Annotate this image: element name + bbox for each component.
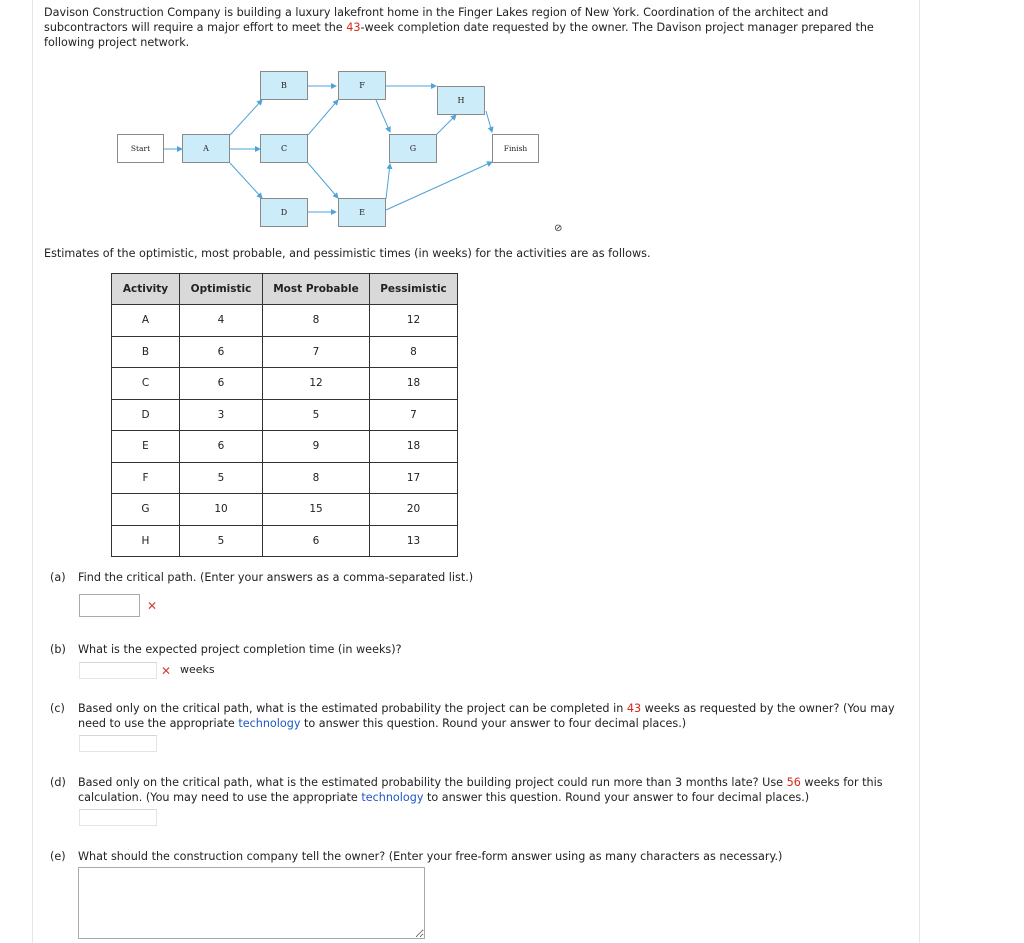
cell-optimistic: 6	[180, 431, 263, 463]
question-b-label: (b)	[50, 643, 66, 656]
cell-optimistic: 4	[180, 305, 263, 337]
arrow-c-e	[308, 163, 338, 198]
estimates-text: Estimates of the optimistic, most probable, and pessimistic times (in weeks) for the activities are as follows.	[44, 247, 651, 260]
question-c-text: Based only on the critical path, what is the estimated probability the project can be completed in 43 weeks as requested by the owner? (You may need to use the appropriate technology to answer this question. Round your answer to four decimal places.)	[78, 702, 895, 730]
arrow-g-h	[436, 115, 456, 135]
cell-most-probable: 5	[263, 399, 370, 431]
cell-activity: B	[112, 336, 180, 368]
cell-pessimistic: 7	[370, 399, 458, 431]
cell-most-probable: 12	[263, 368, 370, 400]
node-f: F	[338, 71, 386, 100]
cell-most-probable: 9	[263, 431, 370, 463]
table-row	[112, 399, 458, 431]
arrow-f-g	[376, 100, 390, 132]
question-e-label: (e)	[50, 850, 66, 863]
node-e: E	[338, 198, 386, 227]
cell-pessimistic: 8	[370, 336, 458, 368]
arrow-h-finish	[486, 111, 492, 132]
arrow-c-f	[308, 100, 338, 135]
table-row	[112, 305, 458, 337]
arrow-e-g	[386, 164, 390, 199]
cell-pessimistic: 17	[370, 462, 458, 494]
arrow-e-finish	[386, 162, 492, 210]
table-row	[112, 462, 458, 494]
technology-link[interactable]: technology	[361, 791, 424, 804]
table-row	[112, 368, 458, 400]
cell-activity: G	[112, 494, 180, 526]
intro-paragraph: Davison Construction Company is building a luxury lakefront home in the Finger Lakes region of New York. Coordination of the architect and subcontractors will require a major effort to meet the 43-week completion date requested by the owner. The Davison project manager prepared the following project network.	[44, 6, 874, 50]
incorrect-icon: ✕	[147, 599, 158, 613]
question-d-number: 56	[786, 776, 801, 789]
units-weeks: weeks	[180, 663, 215, 676]
node-start: Start	[117, 134, 164, 163]
header-pessimistic: Pessimistic	[370, 274, 458, 305]
cell-optimistic: 10	[180, 494, 263, 526]
question-d	[50, 775, 910, 807]
question-c-number: 43	[626, 702, 642, 715]
question-a	[50, 570, 910, 586]
probability-56-input[interactable]	[79, 809, 157, 826]
cell-activity: D	[112, 399, 180, 431]
question-e-text: What should the construction company tell the owner? (Enter your free-form answer using as many characters as necessary.)	[78, 850, 783, 863]
node-c: C	[260, 134, 308, 163]
question-d-label: (d)	[50, 776, 66, 789]
cell-most-probable: 15	[263, 494, 370, 526]
node-b: B	[260, 71, 308, 100]
cell-optimistic: 6	[180, 368, 263, 400]
table-row	[112, 431, 458, 463]
free-form-answer-textarea[interactable]	[78, 867, 425, 939]
node-g: G	[389, 134, 437, 163]
question-a-text: Find the critical path. (Enter your answers as a comma-separated list.)	[78, 571, 474, 584]
question-d-text: Based only on the critical path, what is the estimated probability the building project could run more than 3 months late? Use 56 weeks for this calculation. (You may need to use the appropriate technology to answer this question. Round your answer to four decimal places.)	[78, 776, 883, 804]
node-h: H	[437, 86, 485, 115]
intro-weeks-number: 43	[346, 21, 361, 35]
completion-time-input[interactable]	[79, 662, 157, 679]
question-c	[50, 701, 910, 733]
header-activity: Activity	[112, 274, 180, 305]
cell-activity: E	[112, 431, 180, 463]
question-a-label: (a)	[50, 571, 66, 584]
cell-pessimistic: 18	[370, 431, 458, 463]
table-row	[112, 525, 458, 557]
question-b	[50, 642, 910, 658]
header-most-probable: Most Probable	[263, 274, 370, 305]
cell-pessimistic: 13	[370, 525, 458, 557]
cell-activity: A	[112, 305, 180, 337]
cell-pessimistic: 18	[370, 368, 458, 400]
cell-optimistic: 3	[180, 399, 263, 431]
hint-icon[interactable]: ⊘	[554, 223, 563, 234]
node-d: D	[260, 198, 308, 227]
cell-activity: H	[112, 525, 180, 557]
cell-optimistic: 6	[180, 336, 263, 368]
cell-pessimistic: 20	[370, 494, 458, 526]
cell-optimistic: 5	[180, 462, 263, 494]
cell-pessimistic: 12	[370, 305, 458, 337]
question-c-label: (c)	[50, 702, 65, 715]
cell-most-probable: 8	[263, 305, 370, 337]
estimates-table	[111, 273, 458, 557]
cell-optimistic: 5	[180, 525, 263, 557]
cell-activity: C	[112, 368, 180, 400]
cell-most-probable: 7	[263, 336, 370, 368]
table-row	[112, 494, 458, 526]
cell-most-probable: 6	[263, 525, 370, 557]
question-e	[50, 849, 910, 865]
table-row	[112, 336, 458, 368]
cell-activity: F	[112, 462, 180, 494]
cell-most-probable: 8	[263, 462, 370, 494]
node-a: A	[182, 134, 230, 163]
incorrect-icon: ✕	[161, 664, 172, 678]
probability-43-input[interactable]	[79, 735, 157, 752]
question-b-text: What is the expected project completion time (in weeks)?	[78, 643, 402, 656]
arrow-a-b	[230, 100, 262, 135]
technology-link[interactable]: technology	[238, 717, 301, 730]
critical-path-input[interactable]	[79, 594, 140, 617]
node-finish: Finish	[492, 134, 539, 163]
header-optimistic: Optimistic	[180, 274, 263, 305]
table-header-row	[112, 274, 458, 305]
arrow-a-d	[230, 163, 262, 198]
